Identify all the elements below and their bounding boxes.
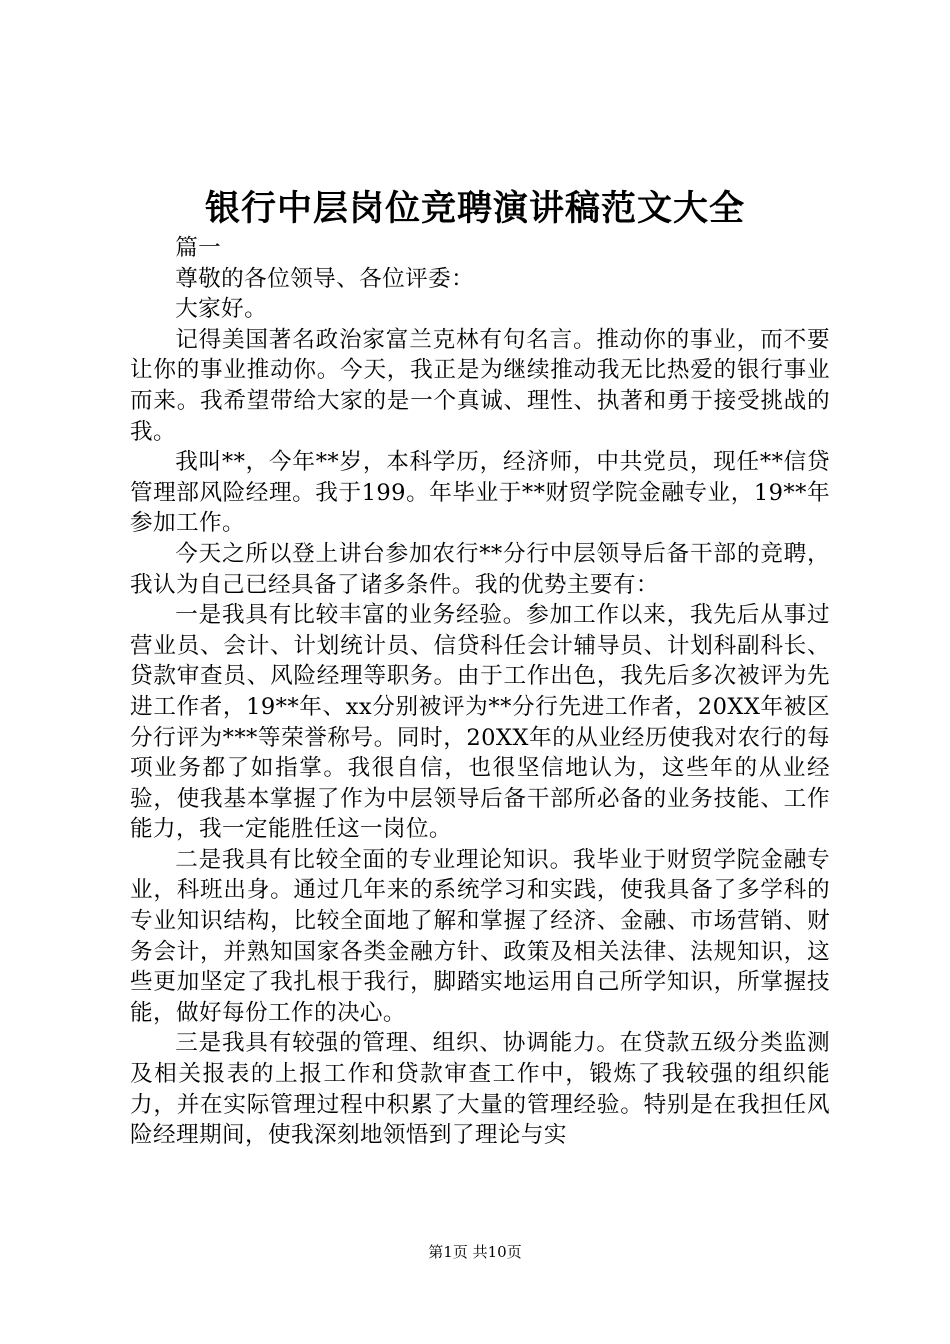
body-paragraph: 记得美国著名政治家富兰克林有句名言。推动你的事业，而不要让你的事业推动你。今天，我正是为继续推动我无比热爱的银行事业而来。我希望带给大家的是一个真诚、理性、执著和勇于接受挑战的我。 — [130, 326, 830, 445]
salutation: 尊敬的各位领导、各位评委： — [175, 265, 475, 292]
document-body — [130, 233, 830, 1151]
page-number: 第1页 共10页 — [428, 1243, 522, 1261]
document-title: 银行中层岗位竞聘演讲稿范文大全 — [204, 188, 745, 229]
body-paragraph: 我叫**，今年**岁，本科学历，经济师，中共党员，现任**信贷管理部风险经理。我于199。年毕业于**财贸学院金融专业，19**年参加工作。 — [130, 449, 830, 537]
body-paragraph: 二是我具有比较全面的专业理论知识。我毕业于财贸学院金融专业，科班出身。通过几年来的系统学习和实践，使我具备了多学科的专业知识结构，比较全面地了解和掌握了经济、金融、市场营销、财务会计，并熟知国家各类金融方针、政策及相关法律、法规知识，这些更加坚定了我扎根于我行，脚踏实地运用自己所学知识，所掌握技能，做好每份工作的决心。 — [130, 846, 830, 1026]
body-paragraph: 今天之所以登上讲台参加农行**分行中层领导后备干部的竞聘，我认为自己已经具备了诸多条件。我的优势主要有： — [130, 540, 830, 598]
greeting: 大家好。 — [175, 296, 268, 323]
body-paragraph: 三是我具有较强的管理、组织、协调能力。在贷款五级分类监测及相关报表的上报工作和贷款审查工作中，锻炼了我较强的组织能力，并在实际管理过程中积累了大量的管理经验。特别是在我担任风险经理期间，使我深刻地领悟到了理论与实 — [130, 1030, 830, 1149]
body-paragraph: 一是我具有比较丰富的业务经验。参加工作以来，我先后从事过营业员、会计、计划统计员、信贷科任会计辅导员、计划科副科长、贷款审查员、风险经理等职务。由于工作出色，我先后多次被评为先进工作者，19**年、xx分别被评为**分行先进工作者，20XX年被区分行评为***等荣誉称号。同时，20XX年的从业经历使我对农行的每项业务都了如指掌。我很自信，也很坚信地认为，这些年的从业经验，使我基本掌握了作为中层领导后备干部所必备的业务技能、工作能力，我一定能胜任这一岗位。 — [130, 602, 830, 843]
section-heading: 篇一 — [175, 235, 222, 261]
